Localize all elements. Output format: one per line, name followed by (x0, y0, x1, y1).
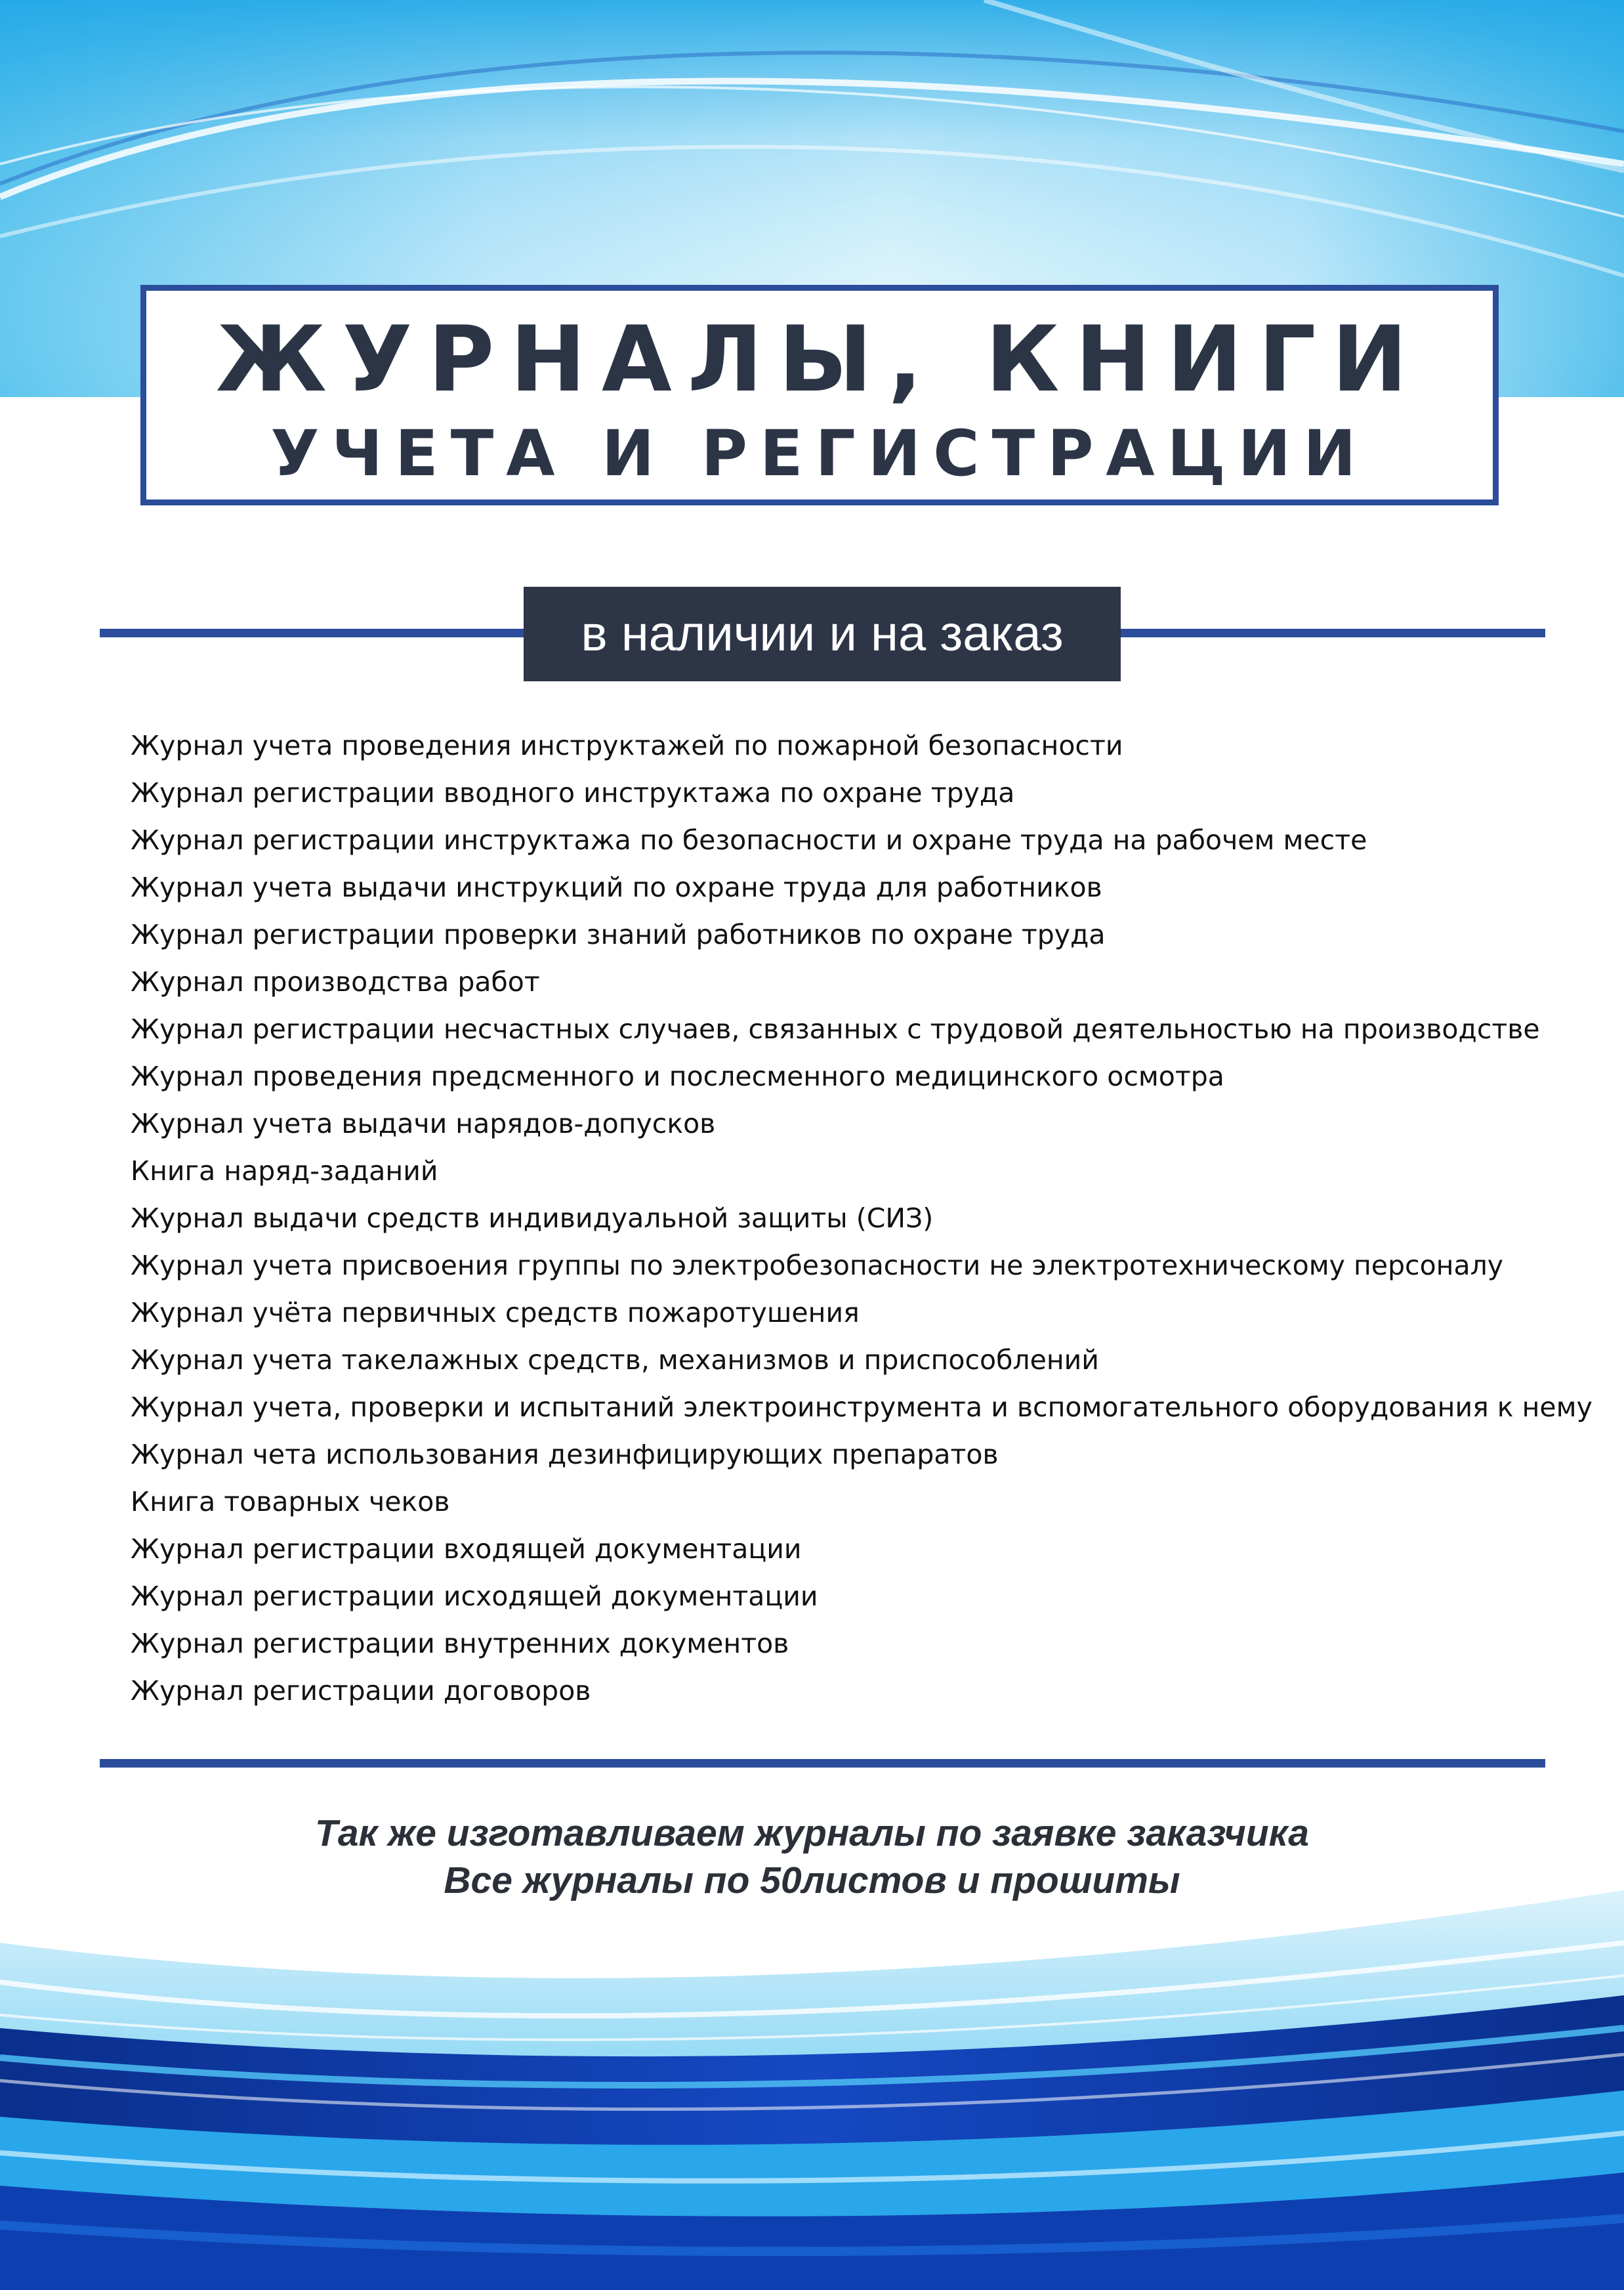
list-item: Журнал регистрации исходящей документации (131, 1580, 818, 1612)
title-frame (140, 285, 1499, 505)
title-subtitle: УЧЕТА И РЕГИСТРАЦИИ (270, 417, 1369, 490)
divider-bottom (100, 1759, 1545, 1768)
footer-note-custom-orders: Так же изготавливаем журналы по заявке заказчика (315, 1812, 1309, 1854)
list-item: Журнал учета выдачи нарядов-допусков (131, 1108, 716, 1139)
list-item: Журнал учета присвоения группы по электробезопасности не электротехническому персоналу (131, 1250, 1504, 1281)
list-item: Журнал регистрации несчастных случаев, связанных с трудовой деятельностью на производстве (131, 1013, 1540, 1045)
list-item: Журнал проведения предсменного и послесменного медицинского осмотра (131, 1061, 1224, 1092)
list-item: Журнал регистрации проверки знаний работников по охране труда (131, 919, 1106, 950)
availability-badge: в наличии и на заказ (524, 587, 1121, 681)
list-item: Журнал производства работ (131, 966, 540, 998)
list-item: Книга наряд-заданий (131, 1155, 438, 1187)
journal-list (131, 722, 1594, 1714)
list-item: Журнал регистрации внутренних документов (131, 1628, 789, 1659)
list-item: Журнал учета проведения инструктажей по пожарной безопасности (131, 730, 1123, 761)
list-item: Журнал регистрации договоров (131, 1675, 591, 1707)
list-item: Журнал учета, проверки и испытаний электроинструмента и вспомогательного оборудования к нему (131, 1391, 1593, 1423)
list-item: Журнал выдачи средств индивидуальной защиты (СИЗ) (131, 1202, 934, 1234)
title-main: ЖУРНАЛЫ, КНИГИ (215, 307, 1424, 412)
list-item: Журнал регистрации вводного инструктажа по охране труда (131, 777, 1015, 809)
list-item: Журнал регистрации входящей документации (131, 1533, 802, 1565)
list-item: Журнал учёта первичных средств пожаротушения (131, 1297, 860, 1328)
footer-note-page-count: Все журналы по 50листов и прошиты (444, 1859, 1180, 1901)
list-item: Журнал учета выдачи инструкций по охране труда для работников (131, 872, 1102, 903)
list-item: Журнал чета использования дезинфицирующих препаратов (131, 1439, 999, 1470)
list-item: Журнал учета такелажных средств, механизмов и приспособлений (131, 1344, 1099, 1376)
list-item: Журнал регистрации инструктажа по безопасности и охране труда на рабочем месте (131, 824, 1367, 856)
list-item: Книга товарных чеков (131, 1486, 450, 1517)
